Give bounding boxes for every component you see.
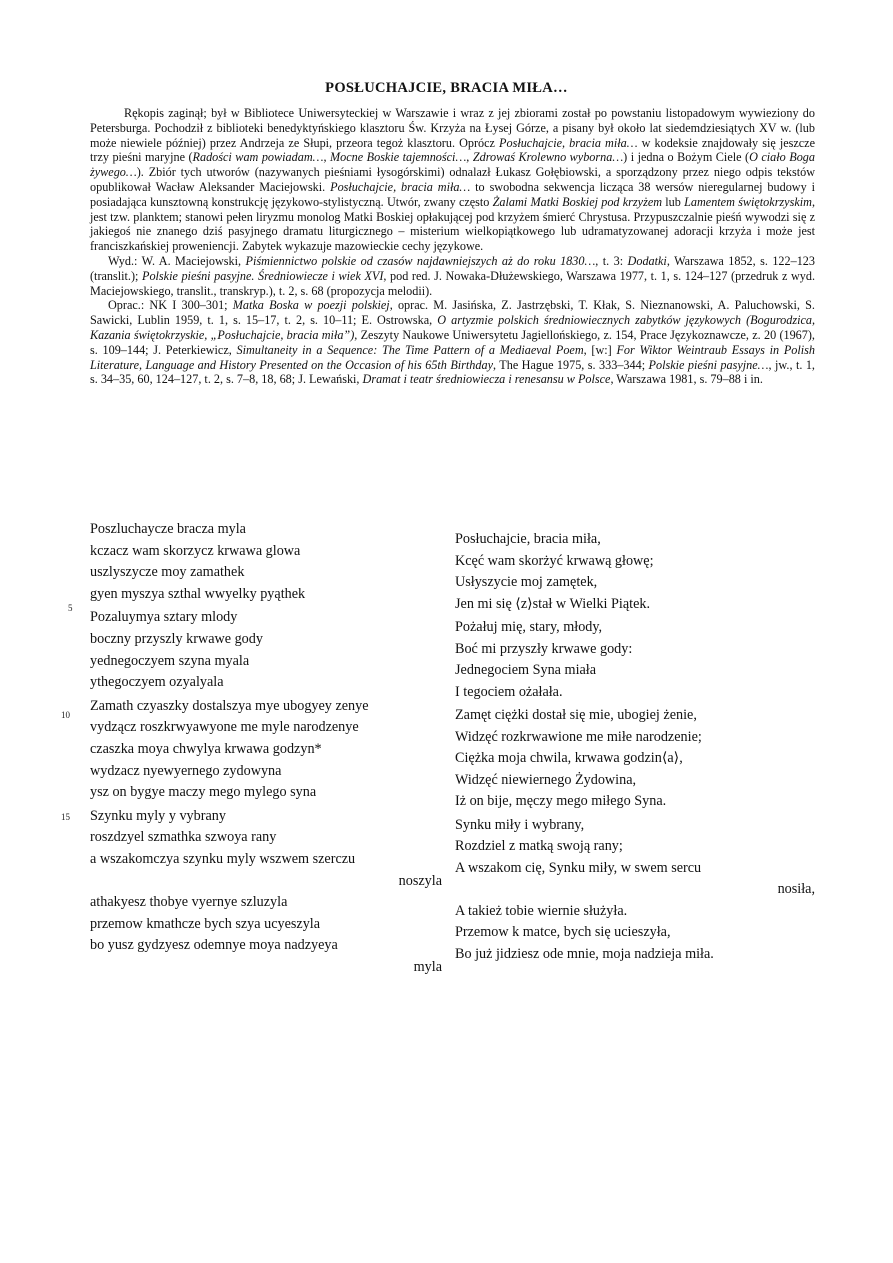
italic-title: Posłuchajcie, bracia miła…	[499, 135, 638, 150]
italic-title: Polskie pieśni pasyjne. Średniowiecze i wiek XVI	[142, 268, 384, 283]
italic-title: Radości wam powiadam…, Mocne Boskie tajemności…, Zdrowaś Krolewno wyborna…	[192, 150, 624, 165]
verse: ythegoczyem ozyalyala	[90, 674, 224, 691]
stanza	[455, 705, 815, 813]
italic-title: Lamentem świętokrzyskim	[684, 194, 812, 209]
verse: gyen myszya szthal wwyelky pyąthek	[90, 585, 306, 602]
verse: Przemow k matce, bych się ucieszyła,	[455, 924, 671, 940]
italic-title: Piśmiennictwo polskie od czasów najdawniejszych aż do roku 1830…	[245, 253, 596, 268]
verse: Ciężka moja chwila, krwawa godzin⟨a⟩,	[455, 750, 683, 766]
stanza	[455, 529, 815, 615]
verse: vydzącz roszkrwyawyone me myle narodzenye	[90, 719, 359, 736]
verse: kczacz wam skorzycz krwawa glowa	[90, 542, 301, 559]
verse: Bo już jidziesz ode mnie, moja nadzieja miła.	[455, 945, 714, 962]
verse: Jen mi się ⟨z⟩stał w Wielki Piątek.	[455, 595, 651, 612]
verse: athakyesz thobye vyernye szluzyla	[90, 894, 288, 911]
verse: Zamęt ciężki dostał się mie, ubogiej żenie,	[455, 707, 697, 723]
verse: Szynku myly y vybrany	[90, 807, 226, 824]
verse: a wszakomczya szynku myly wszwem szerczu	[90, 850, 356, 867]
intro-paragraph-studies: Oprac.: NK I 300–301; Matka Boska w poezji polskiej, oprac. M. Jasińska, Z. Jastrzębski, T. Kłak, S. Nieznanowski, A. Paluchowski, S. Sawicki, Lublin 1959, t. 1, s. 15–17, t. 2, s. 10–11; E. Ostrowska, O artyzmie polskich średniowiecznych zabytków językowych (Bogurodzica, Kazania świętokrzyskie, „Posłuchajcie, bracia miła”), Zeszyty Naukowe Uniwersytetu Jagiellońskiego, z. 154, Prace Językoznawcze, z. 20 (1967), s. 109–144; J. Peterkiewicz, Simultaneity in a Sequence: The Time Pattern of a Mediaeval Poem, [w:] For Wiktor Weintraub Essays in Polish Literature, Language and History Presented on the Occasion of his 65th Birthday, The Hague 1975, s. 333–344; Polskie pieśni pasyjne…, jw., t. 1, s. 34–35, 60, 124–127, t. 2, s. 7–8, 18, 68; J. Lewański, Dramat i teatr średniowiecza i renesansu w Polsce, Warszawa 1981, s. 79–88 i in.	[90, 298, 816, 387]
line-number: 15	[61, 812, 70, 822]
line-number: 10	[61, 710, 70, 720]
italic-title: O artyzmie polskich średniowiecznych zabytków językowych (Bogurodzica, Kazania świętokrzyskie, „Posłuchajcie, bracia miła”)	[90, 313, 816, 342]
stanza	[455, 815, 815, 966]
verse-continuation: myla	[413, 958, 442, 975]
italic-title: Żalami Matki Boskiej pod krzyżem	[492, 194, 663, 209]
verse: Usłyszycie moj zamętek,	[455, 574, 598, 590]
verse: Boć mi przyszły krwawe gody:	[455, 640, 633, 657]
verse: wydzacz nyewyernego zydowyna	[90, 762, 282, 779]
verse-continuation: noszyla	[398, 872, 442, 889]
verse: czaszka moya chwylya krwawa godzyn*	[90, 740, 322, 757]
line-number: 5	[68, 603, 73, 613]
verse: I tegociem ożałała.	[455, 683, 563, 700]
italic-title: For Wiktor Weintraub Essays in Polish Literature, Language and History Presented on the Occasion of his 65th Birthday	[90, 342, 815, 372]
italic-title: O ciało Boga żywego…	[90, 150, 815, 180]
verse: Iż on bije, męczy mego miłego Syna.	[455, 793, 667, 809]
italic-title: Dramat i teatr średniowiecza i renesansu w Polsce	[362, 372, 611, 387]
verse: A wszakom cię, Synku miły, w swem sercu	[455, 859, 702, 876]
verse: A takież tobie wiernie służyła.	[455, 902, 628, 919]
italic-title: Matka Boska w poezji polskiej	[232, 298, 390, 313]
verse: boczny przyszly krwawe gody	[90, 630, 263, 647]
verse: Pożałuj mię, stary, młody,	[455, 619, 603, 635]
italic-title: Polskie pieśni pasyjne…	[648, 357, 769, 372]
verse: Kcęć wam skorżyć krwawą głowę;	[455, 552, 654, 569]
stanza	[90, 519, 442, 605]
verse: uszlyszycze moy zamathek	[90, 564, 245, 581]
verse: ysz on bygye maczy mego mylego syna	[90, 784, 317, 801]
verse: Zamath czyaszky dostalszya mye ubogyey zenye	[90, 697, 369, 714]
italic-title: Dodatki	[627, 253, 667, 268]
verse: przemow kmathcze bych szya ucyeszyla	[90, 915, 321, 932]
transcription-column	[455, 529, 815, 967]
verse: Widzęć niewiernego Żydowina,	[455, 771, 637, 788]
stanza	[90, 607, 442, 693]
stanza	[455, 617, 815, 703]
verse-continuation: nosiła,	[777, 881, 815, 897]
italic-title: Simultaneity in a Sequence: The Time Pattern of a Mediaeval Poem	[236, 342, 584, 357]
verse: Rozdziel z matką swoją rany;	[455, 838, 623, 854]
intro-paragraph-manuscript: Rękopis zaginął; był w Bibliotece Uniwersyteckiej w Warszawie i wraz z jej zbiorami został po powstaniu listopadowym wywieziony do Petersburga. Pochodził z biblioteki benedyktyńskiego klasztoru Św. Krzyża na Łysej Górze, a pisany był około lat siedemdziesiątych XV w. (lub może niewiele później) przez Andrzeja ze Słupi, przeora tegoż klasztoru. Oprócz Posłuchajcie, bracia miła… w kodeksie znajdowały się jeszcze trzy pieśni maryjne (Radości wam powiadam…, Mocne Boskie tajemności…, Zdrowaś Krolewno wyborna…) i jedna o Bożym Ciele (O ciało Boga żywego…). Zbiór tych utworów (nazywanych pieśniami łysogórskimi) odnalazł Łukasz Gołębiowski, a sporządzony przez niego odpis tekstów opublikował Wacław Aleksander Maciejowski. Posłuchajcie, bracia miła… to swobodna sekwencja licząca 38 wersów nieregularnej budowy i posiadająca kunsztowną konstrukcję językowo-stylistyczną. Utwór, zwany często Żalami Matki Boskiej pod krzyżem lub Lamentem świętokrzyskim, jest tzw. planktem; stanowi pełen liryzmu monolog Matki Boskiej opłakującej pod krzyżem śmierć Chrystusa. Przypuszczalnie pieśń wywodzi się z jakiegoś nie znanego dziś pasyjnego dramatu liturgicznego – misterium wielkopiątkowego lub udramatyzowanej adoracji krzyża i może jest franciszkańskiej proweniencji. Zabytek wykazuje mazowieckie cechy językowe.	[90, 106, 815, 254]
stanza	[90, 696, 442, 804]
verse: yednegoczyem szyna myala	[90, 652, 250, 669]
verse: bo yusz gydzyesz odemnye moya nadzyeya	[90, 937, 338, 954]
verse: Posłuchajcie, bracia miła,	[455, 531, 601, 547]
intro-paragraph-editions: Wyd.: W. A. Maciejowski, Piśmiennictwo polskie od czasów najdawniejszych aż do roku 1830…, t. 3: Dodatki, Warszawa 1852, s. 122–123 (translit.); Polskie pieśni pasyjne. Średniowiecze i wiek XVI, pod red. J. Nowaka-Dłużewskiego, Warszawa 1977, t. 1, s. 124–127 (przedruk z wyd. Maciejowskiego, translit., transkryp.), t. 2, s. 68 (propozycja melodii).	[90, 253, 816, 298]
verse: Widzęć rozkrwawione me miłe narodzenie;	[455, 728, 702, 745]
verse: roszdzyel szmathka szwoya rany	[90, 829, 277, 846]
page-title: POSŁUCHAJCIE, BRACIA MIŁA…	[325, 80, 568, 96]
verse: Jednegociem Syna miała	[455, 662, 597, 678]
verse: Poszluchaycze bracza myla	[90, 521, 246, 537]
introduction	[90, 106, 815, 387]
stanza	[90, 806, 442, 979]
verse: Pozaluymya sztary mlody	[90, 609, 238, 626]
original-text-column	[90, 519, 442, 980]
verse: Synku miły i wybrany,	[455, 816, 585, 833]
italic-title: Posłuchajcie, bracia miła…	[330, 179, 471, 194]
